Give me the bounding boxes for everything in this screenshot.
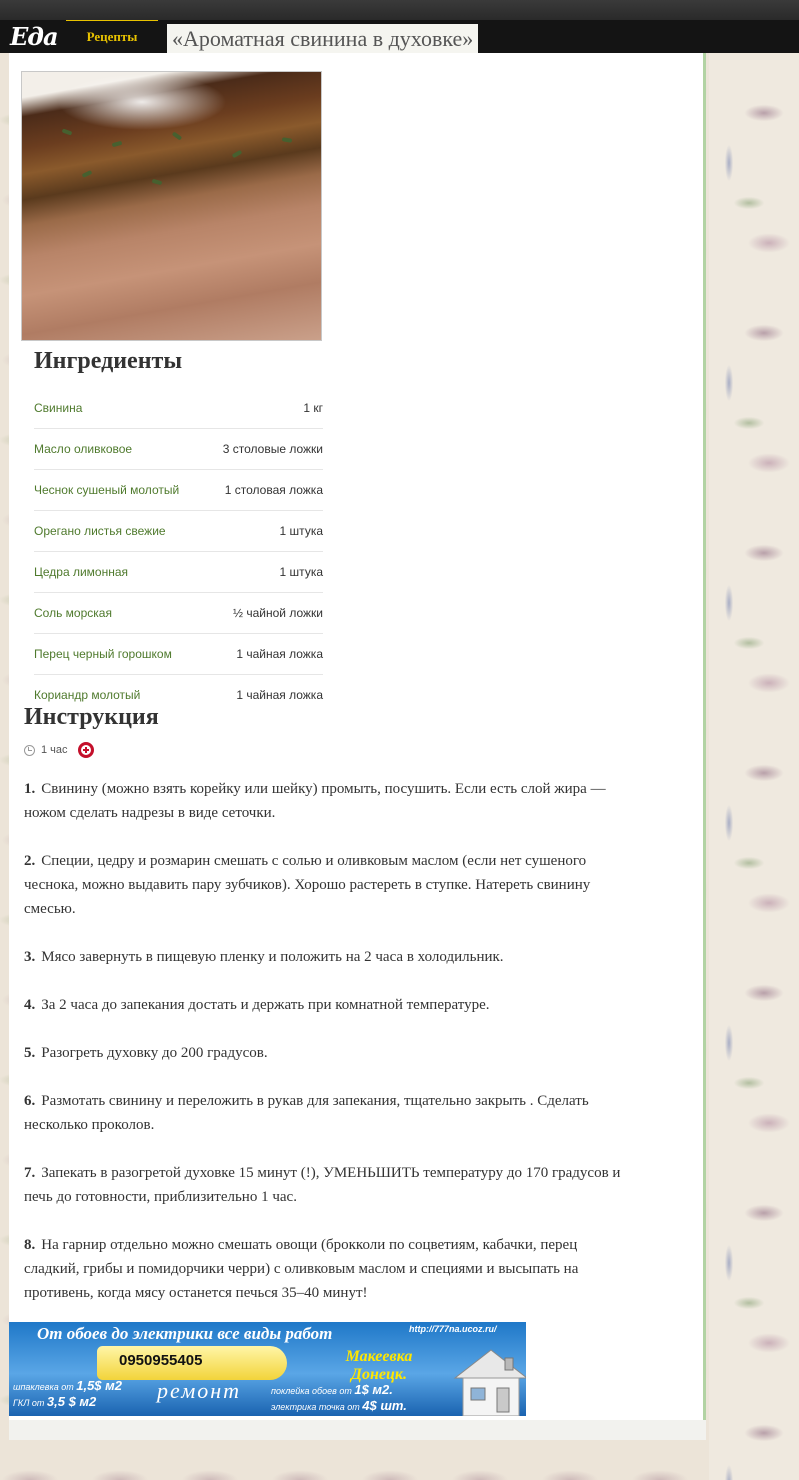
ingredient-amount: 1 чайная ложка — [236, 688, 323, 702]
step-text: На гарнир отдельно можно смешать овощи (брокколи по соцветиям, кабачки, перец сладкий, грибы и помидорчики черри) с оливковым маслом и специями и высыпать на противень, когда мясу останется печься 35–40 минут! — [24, 1237, 579, 1301]
add-to-favorites-icon[interactable] — [78, 742, 94, 758]
ingredient-name-link[interactable]: Чеснок сушеный молотый — [34, 483, 180, 497]
ad-price-value: 1,5$ м2 — [76, 1378, 122, 1393]
ad-city: Макеевка Донецк. — [345, 1348, 413, 1383]
step-number: 2. — [24, 853, 36, 869]
nav-recipes-tab[interactable]: Рецепты — [66, 20, 158, 54]
ad-price-label: ГКЛ от — [13, 1398, 45, 1408]
ingredient-row — [34, 593, 323, 634]
step-number: 3. — [24, 949, 36, 965]
ingredient-amount: 1 столовая ложка — [224, 483, 323, 497]
ad-price-label: поклейка обоев от — [271, 1386, 352, 1396]
step-number: 8. — [24, 1237, 36, 1253]
ad-price-value: 1$ м2. — [354, 1382, 393, 1397]
ingredient-amount: ½ чайной ложки — [233, 606, 323, 620]
ingredient-name-link[interactable]: Соль морская — [34, 606, 112, 620]
instruction-steps — [24, 777, 624, 1329]
ingredient-row — [34, 552, 323, 593]
ad-price-value: 3,5 $ м2 — [46, 1394, 97, 1409]
step-text: Запекать в разогретой духовке 15 минут (!), УМЕНЬШИТЬ температуру до 170 градусов и печь до готовности, приблизительно 1 час. — [24, 1165, 621, 1205]
ad-headline: От обоев до электрики все виды работ — [37, 1324, 333, 1343]
ingredient-row — [34, 429, 323, 470]
ingredient-name-link[interactable]: Свинина — [34, 401, 83, 415]
ingredient-row — [34, 634, 323, 675]
ad-price — [271, 1382, 393, 1397]
instruction-step — [24, 1161, 624, 1209]
ingredients-heading: Ингредиенты — [34, 348, 183, 374]
step-text: Мясо завернуть в пищевую пленку и положить на 2 часа в холодильник. — [41, 949, 504, 965]
ingredient-amount: 1 кг — [303, 401, 323, 415]
ingredient-name-link[interactable]: Орегано листья свежие — [34, 524, 166, 538]
ad-price-label: электрика точка от — [271, 1402, 360, 1412]
instruction-step — [24, 993, 624, 1017]
instruction-step — [24, 849, 624, 921]
ad-price — [13, 1394, 96, 1409]
browser-top-bar — [0, 0, 799, 20]
ingredient-amount: 1 штука — [279, 524, 323, 538]
step-number: 1. — [24, 781, 36, 797]
step-text: Специи, цедру и розмарин смешать с солью и оливковым маслом (если нет сушеного чеснока, можно выдавить пару зубчиков). Хорошо растереть в ступке. Натереть свинину смесью. — [24, 853, 591, 917]
ingredients-table — [34, 388, 323, 715]
floral-background — [709, 53, 799, 1480]
instructions-heading: Инструкция — [24, 704, 159, 730]
ingredient-name-link[interactable]: Перец черный горошком — [34, 647, 172, 661]
instruction-step — [24, 945, 624, 969]
instruction-step — [24, 777, 624, 825]
instruction-step — [24, 1089, 624, 1137]
step-number: 6. — [24, 1093, 36, 1109]
page-title: «Ароматная свинина в духовке» — [167, 24, 478, 58]
ad-price-label: шпаклевка от — [13, 1382, 74, 1392]
ingredient-name-link[interactable]: Цедра лимонная — [34, 565, 129, 579]
content-footer-strip — [9, 1420, 706, 1440]
step-number: 4. — [24, 997, 36, 1013]
ad-price-value: 4$ шт. — [362, 1398, 407, 1413]
step-text: За 2 часа до запекания достать и держать при комнатной температуре. — [41, 997, 490, 1013]
instruction-step — [24, 1041, 624, 1065]
site-logo[interactable]: Еда — [10, 22, 58, 51]
ad-url: http://777na.ucoz.ru/ — [409, 1324, 497, 1334]
house-icon — [449, 1344, 526, 1416]
ad-price — [13, 1378, 122, 1393]
step-number: 7. — [24, 1165, 36, 1181]
step-number: 5. — [24, 1045, 36, 1061]
ad-banner[interactable] — [9, 1322, 526, 1416]
recipe-photo — [21, 71, 322, 341]
ad-word: ремонт — [157, 1378, 242, 1403]
ingredient-row — [34, 470, 323, 511]
ingredient-amount: 3 столовые ложки — [222, 442, 323, 456]
cooking-time: 1 час — [41, 744, 68, 756]
step-text: Разогреть духовку до 200 градусов. — [41, 1045, 268, 1061]
ingredient-amount: 1 чайная ложка — [236, 647, 323, 661]
step-text: Размотать свинину и переложить в рукав для запекания, тщательно закрыть . Сделать несколько проколов. — [24, 1093, 589, 1133]
ingredient-name-link[interactable]: Масло оливковое — [34, 442, 133, 456]
ad-price — [271, 1398, 407, 1413]
ingredient-amount: 1 штука — [279, 565, 323, 579]
ingredient-row — [34, 388, 323, 429]
ingredient-row — [34, 511, 323, 552]
clock-icon — [24, 745, 35, 756]
step-text: Свинину (можно взять корейку или шейку) промыть, посушить. Если есть слой жира — ножом сделать надрезы в виде сеточки. — [24, 781, 606, 821]
ad-phone: 0950955405 — [119, 1352, 203, 1369]
ingredient-name-link[interactable]: Кориандр молотый — [34, 688, 141, 702]
recipe-meta — [24, 741, 94, 759]
instruction-step — [24, 1233, 624, 1305]
